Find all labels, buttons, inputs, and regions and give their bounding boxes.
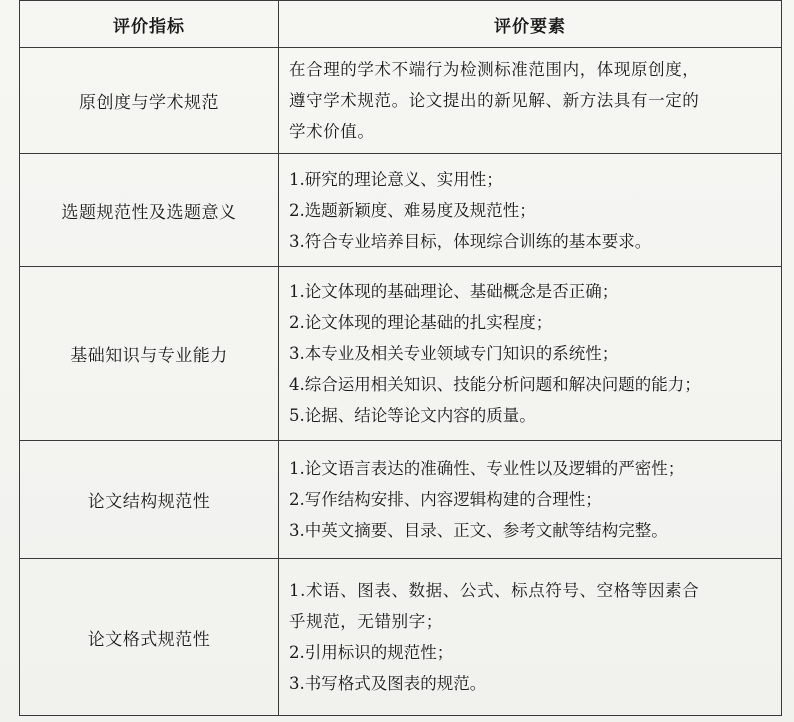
element-line: 1.研究的理论意义、实用性； — [289, 169, 503, 189]
indicator-cell: 基础知识与专业能力 — [20, 267, 279, 441]
table-row — [20, 48, 782, 154]
elements-cell — [279, 441, 782, 559]
element-line: 1.术语、图表、数据、公式、标点符号、空格等因素合 — [289, 581, 700, 600]
element-line: 3.书写格式及图表的规范。 — [289, 674, 487, 693]
elements-cell — [279, 267, 782, 441]
indicator-cell: 选题规范性及选题意义 — [20, 154, 279, 267]
element-line: 5.论据、结论等论文内容的质量。 — [289, 406, 536, 425]
element-line: 3.中英文摘要、目录、正文、参考文献等结构完整。 — [289, 521, 668, 540]
table-row — [20, 267, 782, 441]
table-row — [20, 559, 782, 716]
header-indicator: 评价指标 — [20, 1, 279, 48]
table-header-row — [20, 1, 782, 48]
elements-cell — [279, 559, 782, 716]
element-line: 1.论文体现的基础理论、基础概念是否正确； — [289, 282, 619, 301]
table-row — [20, 441, 782, 559]
header-elements: 评价要素 — [279, 1, 782, 48]
element-line: 4.综合运用相关知识、技能分析问题和解决问题的能力； — [289, 375, 701, 394]
element-line: 2.引用标识的规范性； — [289, 643, 454, 662]
element-line: 遵守学术规范。论文提出的新见解、新方法具有一定的 — [289, 91, 700, 110]
element-line: 2.写作结构安排、内容逻辑构建的合理性； — [289, 490, 602, 509]
element-line: 学术价值。 — [289, 122, 375, 141]
indicator-cell: 论文结构规范性 — [20, 441, 279, 559]
element-line: 2.选题新颖度、难易度及规范性； — [289, 200, 536, 220]
element-line: 2.论文体现的理论基础的扎实程度； — [289, 313, 553, 332]
element-line: 乎规范，无错别字； — [289, 612, 443, 631]
element-line: 1.论文语言表达的准确性、专业性以及逻辑的严密性； — [289, 459, 685, 478]
evaluation-table — [19, 0, 782, 716]
elements-cell — [279, 48, 782, 154]
indicator-cell: 论文格式规范性 — [20, 559, 279, 716]
element-line: 3.本专业及相关专业领域专门知识的系统性； — [289, 344, 619, 363]
table-row — [20, 154, 782, 267]
indicator-cell: 原创度与学术规范 — [20, 48, 279, 154]
element-line: 在合理的学术不端行为检测标准范围内，体现原创度， — [289, 60, 700, 79]
element-line: 3.符合专业培养目标，体现综合训练的基本要求。 — [289, 231, 652, 251]
elements-cell — [279, 154, 782, 267]
